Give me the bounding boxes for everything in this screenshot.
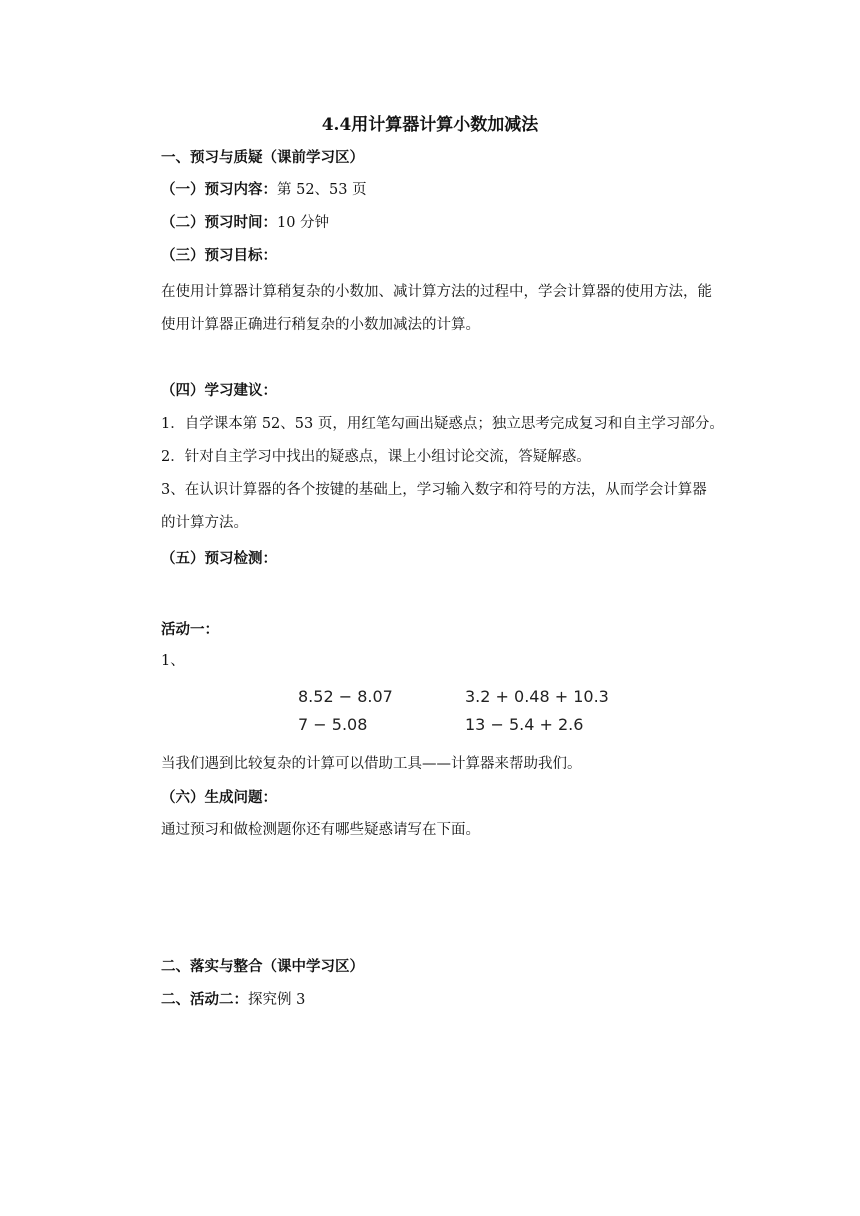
goal-text-line-1 — [161, 282, 712, 302]
activity-two-value: 探究例 3 — [248, 992, 306, 1008]
advice-item-1: 1．自学课本第 52、53 页，用红笔勾画出疑惑点；独立思考完成复习和自主学习部分。 — [161, 416, 724, 432]
section-heading-preview: 一、预习与质疑（课前学习区） — [161, 149, 364, 166]
equation-4: 13 − 5.4 + 2.6 — [465, 715, 584, 734]
preview-content-row — [161, 180, 367, 200]
advice-item-3-line-1: 3、在认识计算器的各个按键的基础上，学习输入数字和符号的方法，从而学会计算器 — [161, 482, 707, 498]
activity-two-row — [161, 990, 305, 1010]
section-heading-integration: 二、落实与整合（课中学习区） — [161, 958, 364, 975]
tool-sentence: 当我们遇到比较复杂的计算可以借助工具——计算器来帮助我们。 — [161, 756, 582, 772]
activity-two-label: 二、活动二： — [161, 991, 248, 1008]
advice-label: （四）学习建议： — [161, 382, 277, 399]
goal-text-line-2: 使用计算器正确进行稍复杂的小数加减法的计算。 — [161, 317, 480, 333]
equation-2: 3.2 + 0.48 + 10.3 — [465, 687, 609, 706]
advice-item-3-line-2: 的计算方法。 — [161, 515, 248, 531]
equation-3: 7 − 5.08 — [298, 715, 368, 734]
question-text: 通过预习和做检测题你还有哪些疑惑请写在下面。 — [161, 822, 480, 838]
equation-1: 8.52 − 8.07 — [298, 687, 393, 706]
page-title: 4.4用计算器计算小数加减法 — [321, 115, 539, 135]
activity-one-label: 活动一： — [161, 621, 219, 638]
preview-time-row — [161, 213, 329, 233]
question-label: （六）生成问题： — [161, 789, 277, 806]
goal-text-1: 在使用计算器计算稍复杂的小数加、减计算方法的过程中，学会计算器的使用方法，能 — [161, 284, 712, 300]
advice-item-2: 2．针对自主学习中找出的疑惑点，课上小组讨论交流，答疑解惑。 — [161, 449, 591, 465]
preview-content-label: （一）预习内容： — [161, 181, 277, 198]
preview-content-value: 第 52、53 页 — [277, 182, 367, 198]
check-label: （五）预习检测： — [161, 550, 277, 567]
preview-time-value: 10 分钟 — [277, 215, 330, 231]
preview-goal-label: （三）预习目标： — [161, 247, 277, 264]
item-one-marker: 1、 — [161, 653, 185, 669]
preview-time-label: （二）预习时间： — [161, 214, 277, 231]
